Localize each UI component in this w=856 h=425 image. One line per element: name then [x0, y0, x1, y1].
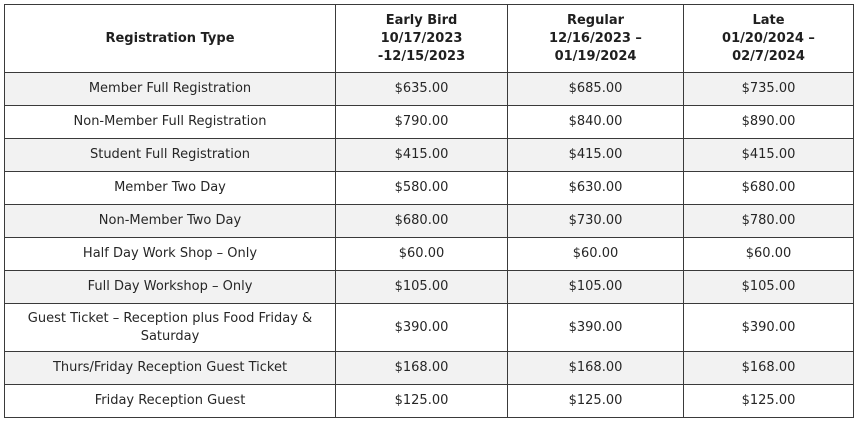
registration-type-cell: Member Full Registration	[5, 73, 336, 106]
early-bird-price-cell: $415.00	[336, 139, 508, 172]
header-line: Late	[752, 12, 785, 28]
registration-type-cell: Member Two Day	[5, 172, 336, 205]
registration-type-cell: Non-Member Two Day	[5, 205, 336, 238]
regular-price-cell: $415.00	[508, 139, 684, 172]
header-line: Early Bird	[385, 12, 458, 28]
late-price-cell: $680.00	[684, 172, 854, 205]
registration-type-cell: Half Day Work Shop – Only	[5, 238, 336, 271]
early-bird-price-cell: $680.00	[336, 205, 508, 238]
header-line: 01/20/2024 –	[722, 30, 815, 46]
header-line: 02/7/2024	[732, 48, 805, 64]
table-row	[5, 352, 854, 385]
early-bird-price-cell: $390.00	[336, 304, 508, 352]
registration-type-cell: Student Full Registration	[5, 139, 336, 172]
header-early-bird	[336, 5, 508, 73]
table-row	[5, 73, 854, 106]
header-late	[684, 5, 854, 73]
table-row	[5, 385, 854, 418]
early-bird-price-cell: $105.00	[336, 271, 508, 304]
registration-type-cell: Full Day Workshop – Only	[5, 271, 336, 304]
header-line: 01/19/2024	[554, 48, 637, 64]
early-bird-price-cell: $125.00	[336, 385, 508, 418]
header-line: 12/16/2023 –	[549, 30, 642, 46]
table-row	[5, 271, 854, 304]
regular-price-cell: $125.00	[508, 385, 684, 418]
table-header-row	[5, 5, 854, 73]
late-price-cell: $390.00	[684, 304, 854, 352]
regular-price-cell: $390.00	[508, 304, 684, 352]
late-price-cell: $415.00	[684, 139, 854, 172]
registration-pricing-table	[4, 4, 854, 418]
regular-price-cell: $168.00	[508, 352, 684, 385]
table-row	[5, 304, 854, 352]
table-row	[5, 106, 854, 139]
regular-price-cell: $685.00	[508, 73, 684, 106]
header-line: Registration Type	[105, 30, 235, 46]
late-price-cell: $890.00	[684, 106, 854, 139]
table-row	[5, 172, 854, 205]
late-price-cell: $105.00	[684, 271, 854, 304]
early-bird-price-cell: $580.00	[336, 172, 508, 205]
header-line: -12/15/2023	[377, 48, 466, 64]
header-line: 10/17/2023	[380, 30, 463, 46]
regular-price-cell: $60.00	[508, 238, 684, 271]
early-bird-price-cell: $635.00	[336, 73, 508, 106]
late-price-cell: $125.00	[684, 385, 854, 418]
regular-price-cell: $105.00	[508, 271, 684, 304]
late-price-cell: $780.00	[684, 205, 854, 238]
header-line: Regular	[566, 12, 625, 28]
table-body	[5, 73, 854, 418]
late-price-cell: $168.00	[684, 352, 854, 385]
late-price-cell: $735.00	[684, 73, 854, 106]
registration-type-cell: Thurs/Friday Reception Guest Ticket	[5, 352, 336, 385]
header-registration-type	[5, 5, 336, 73]
early-bird-price-cell: $790.00	[336, 106, 508, 139]
regular-price-cell: $840.00	[508, 106, 684, 139]
registration-type-cell: Friday Reception Guest	[5, 385, 336, 418]
late-price-cell: $60.00	[684, 238, 854, 271]
header-regular	[508, 5, 684, 73]
regular-price-cell: $630.00	[508, 172, 684, 205]
early-bird-price-cell: $60.00	[336, 238, 508, 271]
table-row	[5, 238, 854, 271]
table-row	[5, 205, 854, 238]
regular-price-cell: $730.00	[508, 205, 684, 238]
registration-type-cell: Non-Member Full Registration	[5, 106, 336, 139]
table-row	[5, 139, 854, 172]
registration-type-cell: Guest Ticket – Reception plus Food Friday & Saturday	[5, 304, 336, 352]
early-bird-price-cell: $168.00	[336, 352, 508, 385]
